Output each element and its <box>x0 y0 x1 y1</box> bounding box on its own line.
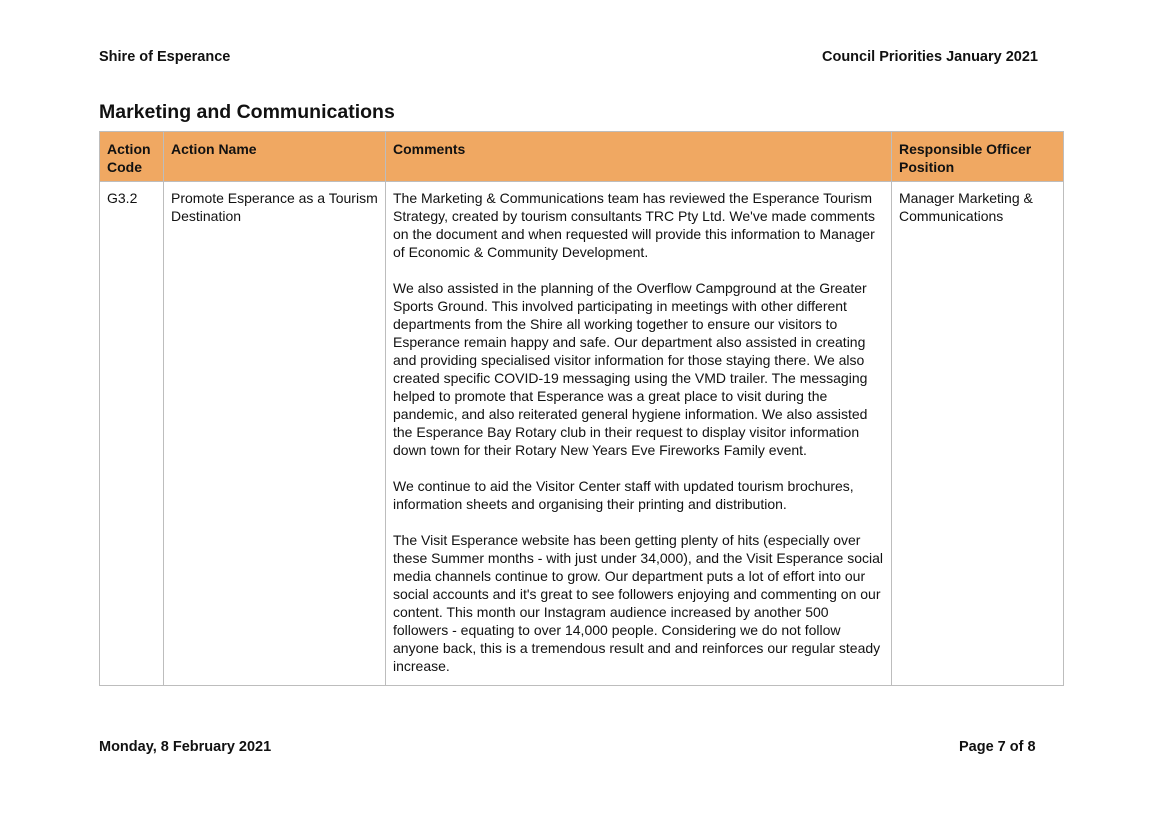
cell-action-code: G3.2 <box>100 182 164 686</box>
comment-paragraph: We also assisted in the planning of the Overflow Campground at the Greater Sports Ground. This involved participating in meetings with other different departments from the Shire all working together to ensure our visitors to Esperance remain happy and safe. Our department also assisted in creating and providing specialised visitor information for those staying there. We also created specific COVID-19 messaging using the VMD trailer. The messaging helped to promote that Esperance was a great place to visit during the pandemic, and also reiterated general hygiene information. We also assisted the Esperance Bay Rotary club in their request to display visitor information down town for their Rotary New Years Eve Fireworks Family event. <box>393 280 868 458</box>
table-row <box>100 182 1064 686</box>
column-header-action-name: Action Name <box>164 132 386 182</box>
column-header-action-code: Action Code <box>100 132 164 182</box>
header-document-title: Council Priorities January 2021 <box>822 49 1038 65</box>
header-organisation: Shire of Esperance <box>99 49 231 65</box>
comment-paragraph: The Marketing & Communications team has reviewed the Esperance Tourism Strategy, created by tourism consultants TRC Pty Ltd. We've made comments on the document and when requested will provide this information to Manager of Economic & Community Development. <box>393 190 875 260</box>
footer-date: Monday, 8 February 2021 <box>99 739 272 755</box>
footer-page-number: Page 7 of 8 <box>959 739 1036 755</box>
table-header-row <box>100 132 1064 182</box>
cell-comments <box>386 182 892 686</box>
column-header-comments: Comments <box>386 132 892 182</box>
column-header-responsible-officer: Responsible Officer Position <box>892 132 1064 182</box>
cell-action-name: Promote Esperance as a Tourism Destination <box>164 182 386 686</box>
cell-responsible-officer: Manager Marketing & Communications <box>892 182 1064 686</box>
comment-paragraph: The Visit Esperance website has been getting plenty of hits (especially over these Summer months - with just under 34,000), and the Visit Esperance social media channels continue to grow. Our department puts a lot of effort into our social accounts and it's great to see followers enjoying and commenting on our content. This month our Instagram audience increased by another 500 followers - equating to over 14,000 people. Considering we do not follow anyone back, this is a tremendous result and and reinforces our regular steady increase. <box>393 532 883 674</box>
priorities-table <box>99 131 1064 686</box>
section-title: Marketing and Communications <box>99 101 395 123</box>
comment-paragraph: We continue to aid the Visitor Center staff with updated tourism brochures, information sheets and organising their printing and distribution. <box>393 478 854 512</box>
